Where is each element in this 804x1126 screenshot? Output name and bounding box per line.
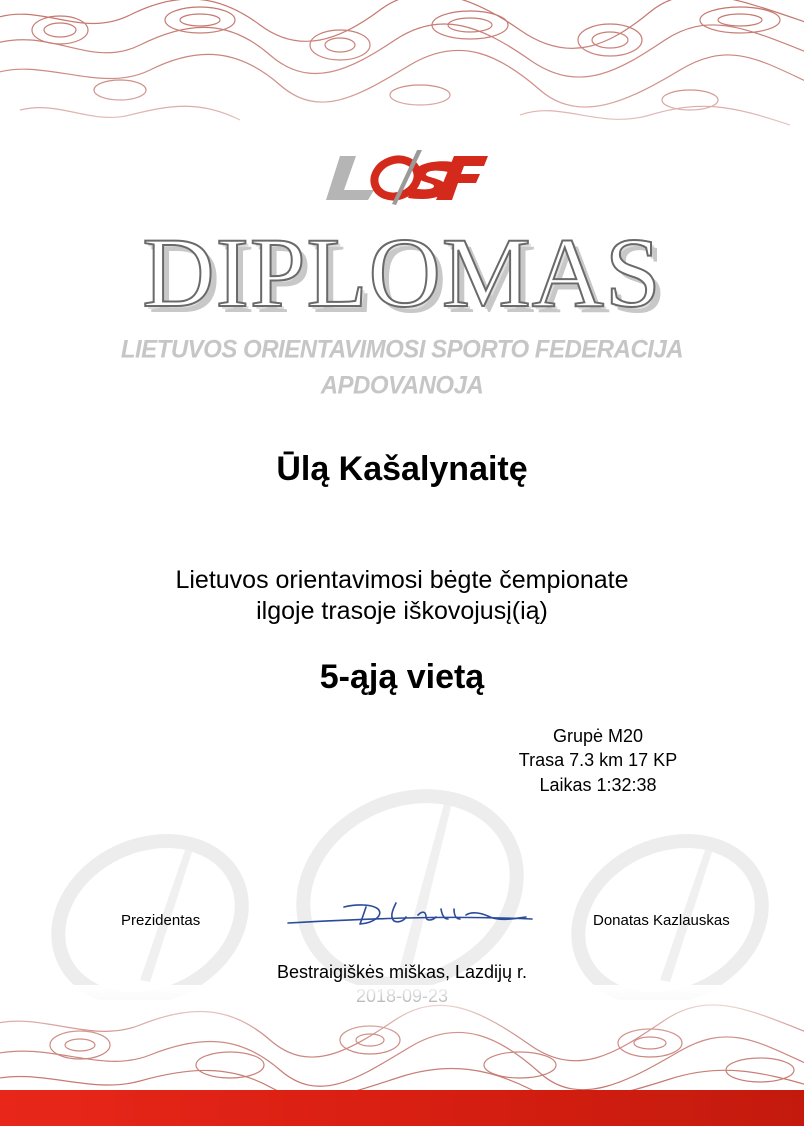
president-signature: [286, 895, 536, 935]
losf-logo: [322, 150, 488, 205]
organization-name: LIETUVOS ORIENTAVIMOSI SPORTO FEDERACIJA: [120, 335, 684, 364]
contour-pattern-top: [0, 0, 804, 160]
diploma-title: DIPLOMAS: [142, 217, 662, 328]
contour-pattern-bottom: [0, 985, 804, 1095]
event-description-line2: ilgoje trasoje iškovojusį(ią): [256, 597, 548, 625]
group-detail: Grupė M20: [552, 726, 644, 746]
awards-text: APDOVANOJA: [320, 371, 484, 400]
placement: 5-ąją vietą: [319, 658, 485, 696]
president-label: Prezidentas: [121, 912, 201, 929]
event-location: Bestraigiškės miškas, Lazdijų r.: [276, 962, 528, 982]
recipient-name: Ūlą Kašalynaitę: [276, 450, 528, 488]
time-detail: Laikas 1:32:38: [539, 775, 657, 795]
course-detail: Trasa 7.3 km 17 KP: [518, 750, 678, 770]
bottom-red-bar: [0, 1090, 804, 1126]
president-name: Donatas Kazlauskas: [593, 912, 730, 929]
event-description-line1: Lietuvos orientavimosi bėgte čempionate: [175, 566, 629, 594]
